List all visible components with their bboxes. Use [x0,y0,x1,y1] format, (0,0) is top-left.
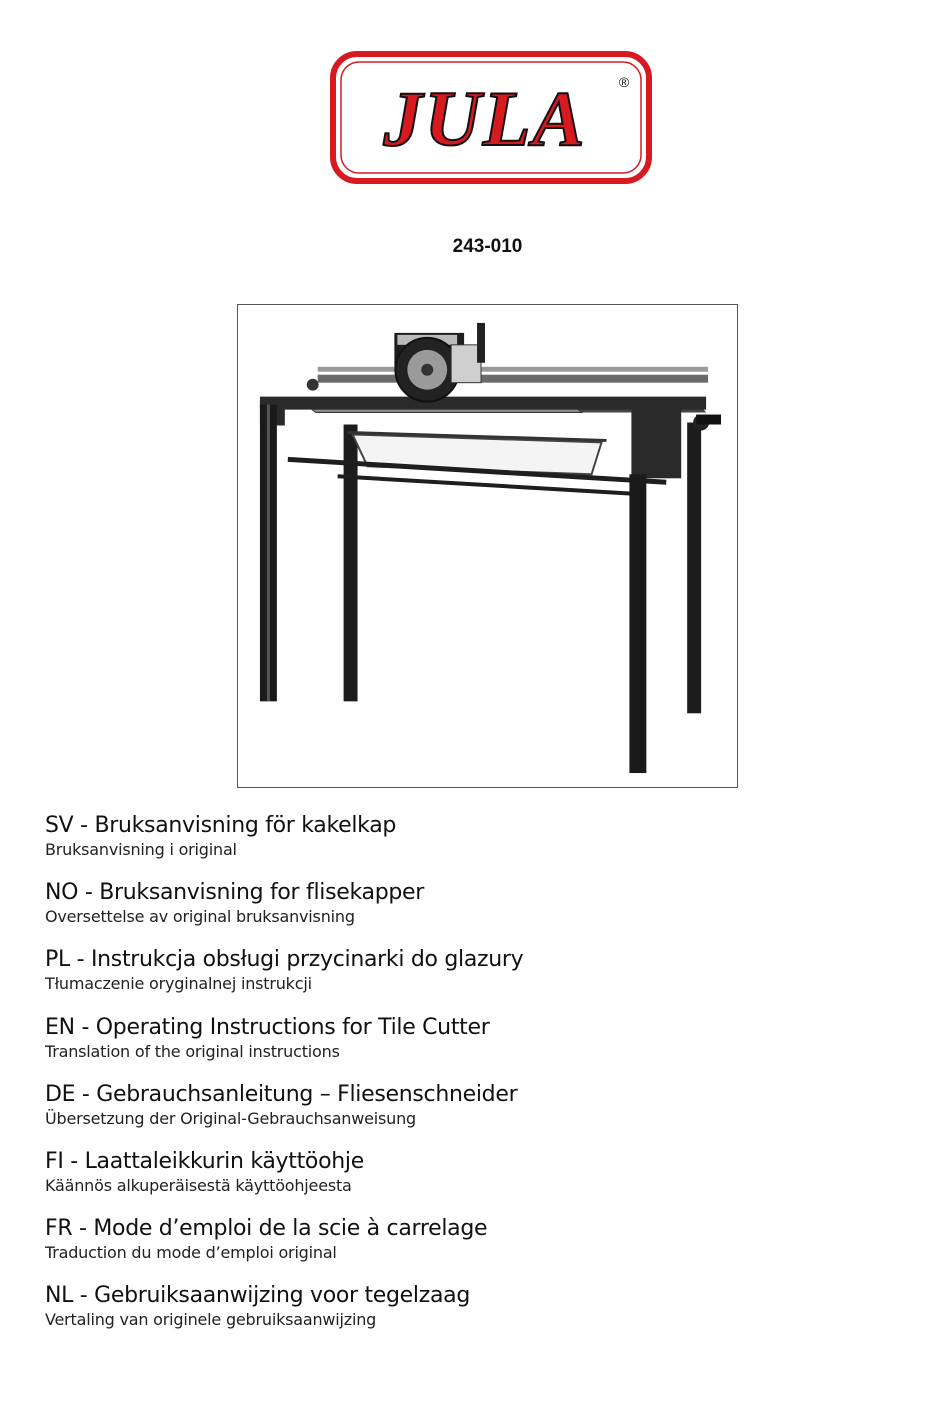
lang-sv [45,812,905,879]
lang-de [45,1081,905,1148]
lang-no [45,879,905,946]
lang-fi [45,1148,905,1215]
language-list [45,812,905,1350]
lang-pl [45,946,905,1013]
lang-subtitle: Oversettelse av original bruksanvisning [45,907,355,927]
lang-subtitle: Käännös alkuperäisestä käyttöohjeesta [45,1175,352,1195]
product-photo [237,304,738,788]
logo-text: JULA [383,75,587,162]
lang-title: NO - Bruksanvisning for flisekapper [45,880,425,906]
tile-cutter-illustration [238,305,737,787]
registered-mark: ® [618,74,630,90]
lang-title: FI - Laattaleikkurin käyttöohje [45,1148,364,1174]
lang-title: DE - Gebrauchsanleitung – Fliesenschneider [45,1081,518,1107]
lang-title: FR - Mode d’emploi de la scie à carrelage [45,1216,488,1242]
jula-logo [330,51,652,184]
lang-subtitle: Bruksanvisning i original [45,840,237,859]
lang-title: NL - Gebruiksaanwijzing voor tegelzaag [45,1283,471,1309]
product-code: 243-010 [452,236,523,257]
lang-subtitle: Übersetzung der Original-Gebrauchsanweisung [45,1108,416,1128]
lang-subtitle: Traduction du mode d’emploi original [45,1243,337,1263]
lang-title: EN - Operating Instructions for Tile Cutter [45,1014,490,1040]
lang-title: SV - Bruksanvisning för kakelkap [45,813,397,838]
lang-subtitle: Vertaling van originele gebruiksaanwijzing [45,1310,377,1330]
lang-subtitle: Translation of the original instructions [45,1041,340,1061]
lang-title: PL - Instrukcja obsługi przycinarki do glazury [45,947,524,973]
lang-en [45,1014,905,1081]
lang-nl [45,1282,905,1349]
lang-fr [45,1215,905,1282]
lang-subtitle: Tłumaczenie oryginalnej instrukcji [45,974,312,994]
